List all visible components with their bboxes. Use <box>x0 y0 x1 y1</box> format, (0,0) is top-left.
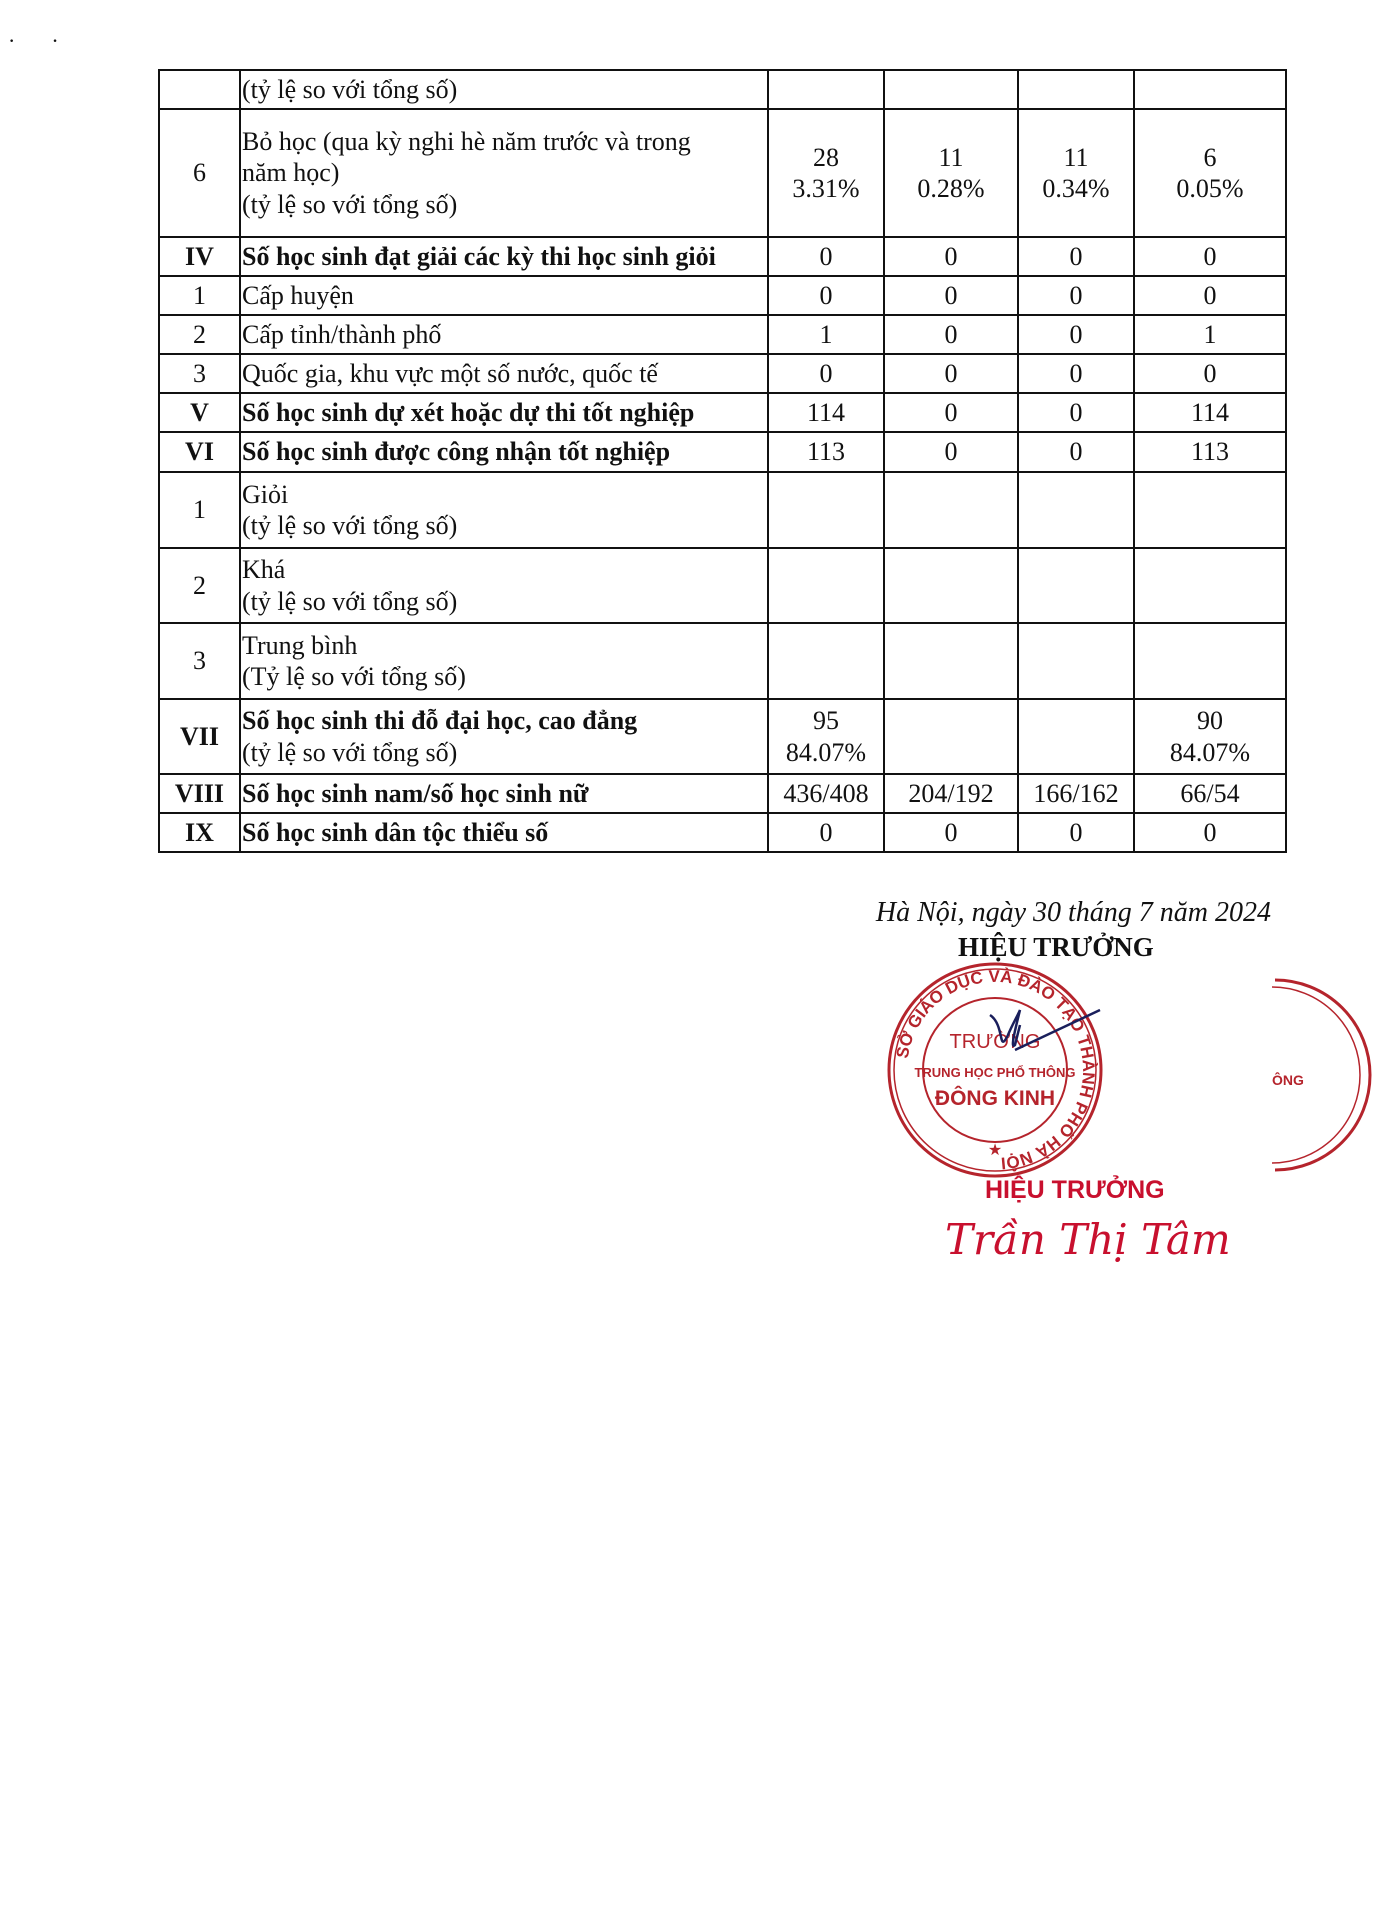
signer-title: HIỆU TRƯỞNG <box>958 932 1154 962</box>
svg-text:TRƯỜNG: TRƯỜNG <box>949 1031 1041 1053</box>
value-cell <box>1018 276 1134 315</box>
label-line: Cấp huyện <box>242 280 354 310</box>
value-cell <box>1018 548 1134 623</box>
cell-value: 0 <box>944 437 958 467</box>
cell-value: 0 <box>1203 241 1217 271</box>
cell-value: 0 <box>1069 358 1083 388</box>
cell-value: 114 <box>806 397 846 427</box>
value-cell <box>768 548 884 623</box>
school-stamp <box>880 955 1110 1185</box>
cell-value: 0 <box>944 241 958 271</box>
value-cell <box>768 393 884 432</box>
value-cell <box>1018 109 1134 237</box>
table-row <box>159 774 1286 813</box>
label-line: (tỷ lệ so với tổng số) <box>242 189 458 219</box>
row-number: IV <box>159 237 240 276</box>
value-cell <box>1134 109 1286 237</box>
row-label <box>240 393 768 432</box>
row-label <box>240 70 768 109</box>
cell-value: 11 <box>1063 142 1089 172</box>
value-cell <box>884 315 1018 354</box>
cell-value: 0 <box>1203 280 1217 310</box>
value-cell <box>1134 237 1286 276</box>
table-row <box>159 623 1286 699</box>
row-number: IX <box>159 813 240 852</box>
cell-value: 0 <box>944 358 958 388</box>
value-cell <box>1018 315 1134 354</box>
value-cell <box>1134 813 1286 852</box>
cell-value: 0 <box>1069 397 1083 427</box>
cell-value: 0 <box>944 817 958 847</box>
row-label <box>240 774 768 813</box>
svg-text:TRUNG HỌC PHỔ THÔNG: TRUNG HỌC PHỔ THÔNG <box>914 1065 1076 1080</box>
value-cell <box>768 699 884 774</box>
cell-value: 1 <box>1203 319 1217 349</box>
value-cell <box>1018 813 1134 852</box>
cell-value: 66/54 <box>1180 778 1240 808</box>
stamp-title: HIỆU TRƯỞNG <box>985 1176 1165 1204</box>
row-label <box>240 109 768 237</box>
cell-value: 0 <box>1203 358 1217 388</box>
table-row <box>159 109 1286 237</box>
label-line: Số học sinh dân tộc thiểu số <box>242 817 549 847</box>
date-line: Hà Nội, ngày 30 tháng 7 năm 2024 <box>875 897 1271 928</box>
value-cell <box>1134 548 1286 623</box>
row-label <box>240 237 768 276</box>
label-line: Số học sinh thi đỗ đại học, cao đẳng <box>242 706 638 736</box>
value-cell <box>884 813 1018 852</box>
value-cell <box>768 813 884 852</box>
table-row <box>159 699 1286 774</box>
table-row <box>159 472 1286 548</box>
value-cell <box>884 774 1018 813</box>
value-cell <box>884 276 1018 315</box>
label-line: Bỏ học (qua kỳ nghi hè năm trước và trong <box>242 127 691 157</box>
value-cell <box>884 70 1018 109</box>
cell-value: 0 <box>1069 437 1083 467</box>
table-row <box>159 70 1286 109</box>
table-row <box>159 432 1286 472</box>
svg-text:ÔNG: ÔNG <box>1272 1072 1304 1088</box>
value-cell <box>1134 432 1286 472</box>
label-line: (Tỷ lệ so với tổng số) <box>242 662 466 691</box>
value-cell <box>768 315 884 354</box>
table-row <box>159 548 1286 623</box>
cell-value: 0 <box>1203 817 1217 847</box>
value-cell <box>768 354 884 393</box>
row-label <box>240 548 768 623</box>
label-line: năm học) <box>242 158 340 188</box>
row-label <box>240 276 768 315</box>
label-line: (tỷ lệ so với tổng số) <box>242 511 458 540</box>
label-line: Trung bình <box>242 630 358 660</box>
row-number: 2 <box>159 548 240 623</box>
row-number: VIII <box>159 774 240 813</box>
value-cell <box>1018 354 1134 393</box>
signer-name: Trần Thị Tâm <box>945 1215 1231 1264</box>
value-cell <box>768 623 884 699</box>
cell-value: 166/162 <box>1033 778 1119 808</box>
cell-value: 0 <box>944 397 958 427</box>
label-line: (tỷ lệ so với tổng số) <box>242 737 458 767</box>
value-cell <box>884 432 1018 472</box>
row-label <box>240 623 768 699</box>
row-number: 6 <box>159 109 240 237</box>
row-label <box>240 699 768 774</box>
cell-value: 0.05% <box>1176 174 1244 203</box>
row-label <box>240 315 768 354</box>
value-cell <box>1018 237 1134 276</box>
cell-value: 204/192 <box>908 778 994 808</box>
value-cell <box>1018 623 1134 699</box>
value-cell <box>884 548 1018 623</box>
cell-value: 0 <box>944 319 958 349</box>
cell-value: 0 <box>819 817 833 847</box>
value-cell <box>884 699 1018 774</box>
cell-value: 113 <box>1190 437 1230 467</box>
cell-value: 0.34% <box>1042 174 1110 203</box>
cell-value: 0.28% <box>917 174 985 203</box>
label-line: Quốc gia, khu vực một số nước, quốc tế <box>242 358 658 388</box>
cell-value: 113 <box>806 437 846 467</box>
row-number: 1 <box>159 472 240 548</box>
row-number: 3 <box>159 623 240 699</box>
value-cell <box>1134 354 1286 393</box>
row-label <box>240 472 768 548</box>
value-cell <box>768 237 884 276</box>
value-cell <box>768 432 884 472</box>
value-cell <box>768 276 884 315</box>
value-cell <box>1134 472 1286 548</box>
cell-value: 95 <box>813 706 839 736</box>
value-cell <box>1134 315 1286 354</box>
cell-value: 0 <box>819 280 833 310</box>
label-line: Khá <box>242 555 286 585</box>
row-label <box>240 432 768 472</box>
table-row <box>159 276 1286 315</box>
row-number <box>159 70 240 109</box>
value-cell <box>884 393 1018 432</box>
value-cell <box>768 70 884 109</box>
cell-value: 28 <box>813 142 839 172</box>
svg-text:★: ★ <box>987 1142 1003 1159</box>
cell-value: 84.07% <box>785 737 867 767</box>
svg-text:SỞ GIÁO DỤC VÀ ĐÀO TẠO THÀNH P: SỞ GIÁO DỤC VÀ ĐÀO TẠO THÀNH PHỐ HÀ NỘI <box>892 966 1099 1173</box>
value-cell <box>1134 623 1286 699</box>
cell-value: 1 <box>819 319 833 349</box>
cell-value: 90 <box>1197 706 1223 736</box>
cell-value: 0 <box>1069 241 1083 271</box>
value-cell <box>768 109 884 237</box>
table-row <box>159 393 1286 432</box>
row-number: V <box>159 393 240 432</box>
row-number: VII <box>159 699 240 774</box>
cell-value: 3.31% <box>792 174 860 203</box>
table-row <box>159 813 1286 852</box>
value-cell <box>1134 276 1286 315</box>
value-cell <box>768 774 884 813</box>
value-cell <box>884 472 1018 548</box>
value-cell <box>1018 70 1134 109</box>
table-row <box>159 354 1286 393</box>
value-cell <box>768 472 884 548</box>
cell-value: 114 <box>1190 397 1230 427</box>
cell-value: 0 <box>819 241 833 271</box>
row-label <box>240 354 768 393</box>
cell-value: 0 <box>1069 817 1083 847</box>
cell-value: 6 <box>1203 142 1217 172</box>
scan-dots: ·· <box>8 28 95 53</box>
label-line: (tỷ lệ so với tổng số) <box>242 74 458 104</box>
value-cell <box>1018 774 1134 813</box>
row-number: 3 <box>159 354 240 393</box>
value-cell <box>1134 699 1286 774</box>
svg-text:ĐÔNG KINH: ĐÔNG KINH <box>934 1087 1056 1110</box>
value-cell <box>1134 774 1286 813</box>
value-cell <box>884 354 1018 393</box>
value-cell <box>1134 393 1286 432</box>
table-row <box>159 237 1286 276</box>
value-cell <box>1018 393 1134 432</box>
label-line: Số học sinh được công nhận tốt nghiệp <box>242 437 671 467</box>
row-number: 1 <box>159 276 240 315</box>
table-row <box>159 315 1286 354</box>
label-line: Số học sinh nam/số học sinh nữ <box>242 778 589 808</box>
row-label <box>240 813 768 852</box>
row-number: VI <box>159 432 240 472</box>
cell-value: 0 <box>1069 280 1083 310</box>
label-line: Cấp tỉnh/thành phố <box>242 319 442 349</box>
cell-value: 0 <box>944 280 958 310</box>
label-line: Số học sinh dự xét hoặc dự thi tốt nghiệp <box>242 397 695 427</box>
label-line: Số học sinh đạt giải các kỳ thi học sinh giỏi <box>242 241 716 271</box>
value-cell <box>1018 432 1134 472</box>
statistics-table <box>158 69 1287 853</box>
cell-value: 84.07% <box>1169 737 1251 767</box>
label-line: (tỷ lệ so với tổng số) <box>242 586 458 616</box>
value-cell <box>884 109 1018 237</box>
label-line: Giỏi <box>242 479 289 509</box>
value-cell <box>884 237 1018 276</box>
value-cell <box>1018 472 1134 548</box>
cell-value: 0 <box>1069 319 1083 349</box>
cell-value: 436/408 <box>783 778 869 808</box>
cell-value: 0 <box>819 358 833 388</box>
row-number: 2 <box>159 315 240 354</box>
value-cell <box>1018 699 1134 774</box>
value-cell <box>1134 70 1286 109</box>
partial-stamp <box>1270 975 1376 1175</box>
value-cell <box>884 623 1018 699</box>
cell-value: 11 <box>938 142 964 172</box>
